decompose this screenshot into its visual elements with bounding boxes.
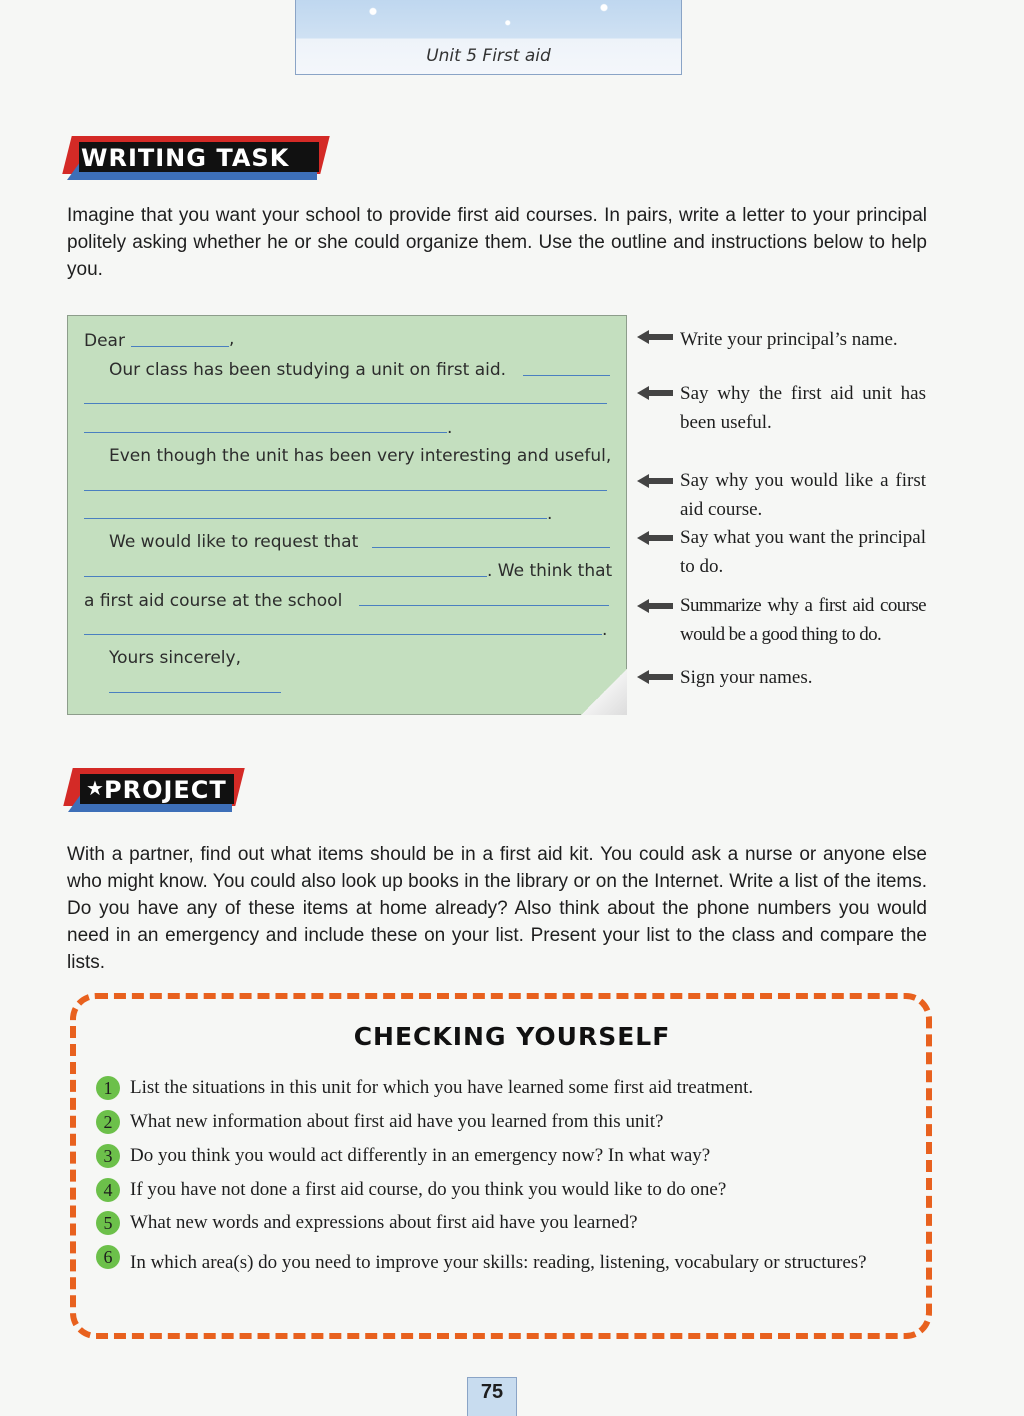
letter-closing: Yours sincerely,: [109, 648, 241, 668]
instruction-4: Say what you want the principal to do.: [680, 527, 926, 577]
letter-comma: ,: [229, 329, 235, 349]
item-number-badge: 3: [96, 1144, 120, 1168]
star-icon: ★: [86, 778, 104, 800]
unit-header-tab: [295, 0, 682, 75]
instruction-1: Write your principal’s name.: [680, 329, 898, 350]
left-arrow-icon: [637, 474, 673, 488]
page-curl-decoration: [581, 669, 627, 715]
item-number-badge: 2: [96, 1110, 120, 1134]
checking-item-1: List the situations in this unit for which you have learned some first aid treatment.: [130, 1077, 754, 1098]
checking-yourself-title: CHECKING YOURSELF: [353, 1022, 671, 1051]
blank-line: [84, 634, 602, 635]
blank-line: [84, 518, 547, 519]
blank-line: [131, 346, 229, 347]
item-number-badge: 6: [96, 1245, 120, 1269]
left-arrow-icon: [637, 386, 673, 400]
letter-outline: Dear , Our class has been studying a unit on first aid. . Even though the unit has been very interesting and useful, . We would like to request that . We think that a first aid course at the school . Yours sincerely,: [67, 315, 627, 715]
checking-item-3: Do you think you would act differently in an emergency now? In what way?: [130, 1145, 711, 1166]
checking-item-4: If you have not done a first aid course, do you think you would like to do one?: [130, 1179, 727, 1200]
blank-line: [84, 432, 447, 433]
project-heading: PROJECT: [104, 776, 227, 804]
letter-dear: Dear: [84, 331, 125, 351]
left-arrow-icon: [637, 531, 673, 545]
blank-line: [84, 576, 487, 577]
instruction-5: Summarize why a first aid course would be a good thing to do.: [680, 595, 926, 645]
instruction-2: Say why the first aid unit has been useful.: [680, 383, 926, 433]
writing-task-intro: Imagine that you want your school to provide first aid courses. In pairs, write a letter to your principal politely asking whether he or she could organize them. Use the outline and instructions below to help you.: [67, 205, 927, 280]
signature-line: [109, 692, 281, 693]
checking-item-2: What new information about first aid have you learned from this unit?: [130, 1111, 664, 1132]
blank-line: [359, 605, 609, 606]
letter-line-1: Our class has been studying a unit on first aid.: [109, 360, 507, 380]
blank-line: [523, 375, 610, 376]
instruction-3: Say why you would like a first aid course.: [680, 470, 926, 520]
item-number-badge: 5: [96, 1211, 120, 1235]
instruction-6: Sign your names.: [680, 667, 813, 688]
letter-line-2: Even though the unit has been very interesting and useful,: [109, 446, 612, 466]
project-text: With a partner, find out what items should be in a first aid kit. You could ask a nurse or anyone else who might know. You could also look up books in the library or on the Internet. Write a list of the items. Do you have any of these items at home already? Also think about the phone numbers you would need in an emergency and include these on your list. Present your list to the class and compare the lists.: [67, 844, 927, 973]
writing-task-heading: WRITING TASK: [81, 144, 290, 172]
page-number: 75: [467, 1377, 517, 1416]
blank-line: [84, 490, 607, 491]
checking-item-5: What new words and expressions about first aid have you learned?: [130, 1212, 638, 1233]
item-number-badge: 1: [96, 1076, 120, 1100]
water-drops-decoration: [296, 0, 681, 38]
letter-line-4: . We think that: [487, 561, 613, 581]
letter-line-5: a first aid course at the school: [84, 591, 343, 611]
left-arrow-icon: [637, 599, 673, 613]
writing-task-banner: [67, 136, 325, 180]
item-number-badge: 4: [96, 1178, 120, 1202]
blank-line: [84, 403, 607, 404]
unit-title: Unit 5 First aid: [426, 46, 551, 66]
letter-line-3: We would like to request that: [109, 532, 359, 552]
blank-line: [372, 547, 610, 548]
left-arrow-icon: [637, 330, 673, 344]
project-banner: [68, 768, 240, 812]
checking-item-6: In which area(s) do you need to improve your skills: reading, listening, vocabulary or structures?: [130, 1252, 867, 1273]
left-arrow-icon: [637, 670, 673, 684]
